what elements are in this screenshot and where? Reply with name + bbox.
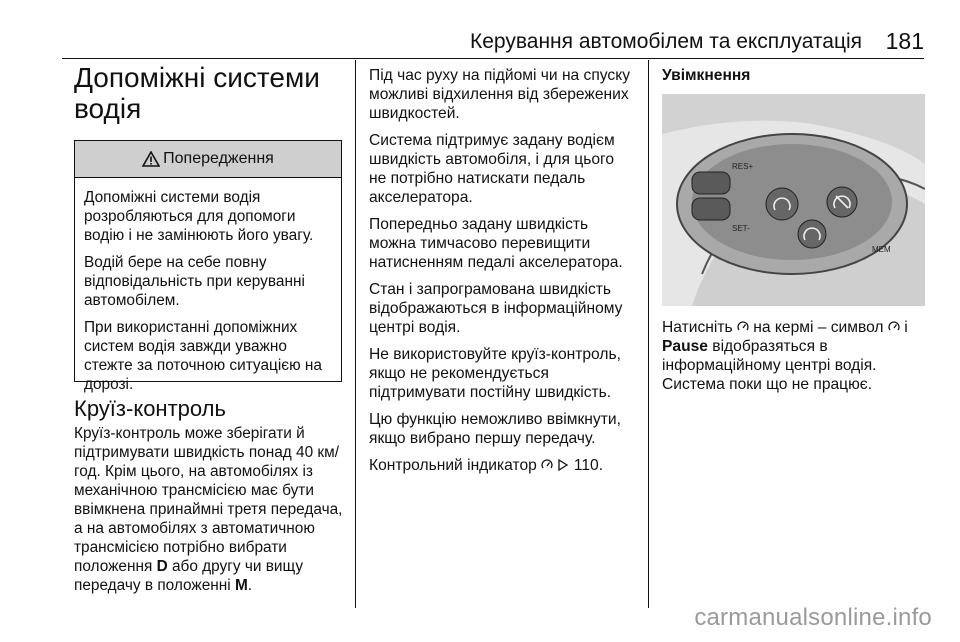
column-3 bbox=[662, 66, 928, 93]
gear-d: D bbox=[156, 558, 168, 575]
gear-m: M bbox=[234, 577, 248, 594]
pause-word: Pause bbox=[662, 338, 708, 355]
mem-label: MEM bbox=[872, 245, 891, 254]
page-number: 181 bbox=[885, 28, 924, 54]
cruise-control-icon bbox=[737, 321, 749, 333]
res-label: RES+ bbox=[732, 162, 754, 171]
set-label: SET- bbox=[732, 224, 750, 233]
steering-wheel-controls-illustration bbox=[662, 94, 925, 306]
warning-body bbox=[75, 178, 341, 394]
warning-icon bbox=[142, 151, 160, 167]
running-header: Керування автомобілем та експлуатація bbox=[470, 30, 863, 53]
indicator-reference: Контрольний індикатор 110. bbox=[369, 457, 604, 474]
cruise-control-text: Круїз-контроль може зберігати й підтримувати швидкість понад 40 км/год. Крім цього, на автомобілях із механічною трансмісією має бути ввімкнена принаймні третя передача, а на автомобілях з автоматичною трансмісією потрібно вибрати положення D або другу чи вищу передачу в положенні M. bbox=[74, 425, 343, 594]
header-divider bbox=[62, 58, 924, 59]
warning-paragraph: При використанні допоміжних систем водія завжди уважно стежте за поточною ситуацією на дорозі. bbox=[84, 319, 322, 393]
column-2 bbox=[369, 66, 635, 483]
column-divider-2 bbox=[648, 60, 649, 608]
warning-heading: Попередження bbox=[163, 150, 274, 167]
activation-title: Увімкнення bbox=[662, 67, 751, 84]
cruise-control-icon bbox=[888, 321, 900, 333]
warning-box bbox=[74, 140, 342, 393]
paragraph: Цю функцію неможливо ввімкнути, якщо вибрано першу передачу. bbox=[369, 411, 621, 447]
watermark: carmanualsonline.info bbox=[694, 604, 932, 631]
section-title: Допоміжні системи водія bbox=[74, 62, 320, 124]
paragraph: Під час руху на підйомі чи на спуску можливі відхилення від збережених швидкостей. bbox=[369, 67, 631, 122]
column-divider-1 bbox=[355, 60, 356, 608]
warning-paragraph: Допоміжні системи водія розробляються для допомоги водію і не замінюють його увагу. bbox=[84, 189, 314, 244]
cruise-control-icon bbox=[541, 459, 553, 471]
paragraph: Не використовуйте круїз-контроль, якщо не рекомендується підтримувати постійну швидкість. bbox=[369, 346, 621, 401]
paragraph: Система підтримує задану водієм швидкість автомобіля, і для цього не потрібно натискати педаль акселератора. bbox=[369, 132, 615, 206]
cruise-control-title: Круїз-контроль bbox=[74, 396, 226, 421]
page-reference-icon bbox=[557, 459, 569, 471]
warning-paragraph: Водій бере на себе повну відповідальність при керуванні автомобілем. bbox=[84, 254, 305, 309]
warning-header bbox=[75, 141, 341, 178]
paragraph: Попередньо задану швидкість можна тимчасово перевищити натисненням педалі акселератора. bbox=[369, 216, 623, 271]
activation-text: Натисніть на кермі – символ і Pause відобразяться в інформаційному центрі водія. Система поки що не працює. bbox=[662, 319, 908, 393]
paragraph: Стан і запрограмована швидкість відображаються в інформаційному центрі водія. bbox=[369, 281, 623, 336]
page-reference: 110. bbox=[573, 457, 604, 474]
